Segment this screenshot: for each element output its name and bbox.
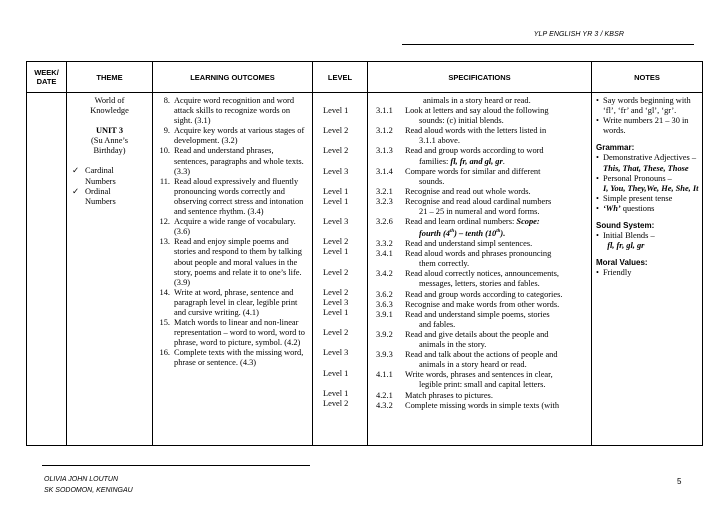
level-entry — [323, 157, 367, 167]
outcome-number: 9. — [163, 126, 170, 136]
outcome-number: 15. — [159, 318, 170, 328]
level-entry: Level 1 — [323, 186, 349, 196]
footer-author — [44, 474, 133, 496]
note-keywords: I, You, They,We, He, She, It — [603, 183, 699, 193]
level-entry: Level 1 — [323, 307, 349, 317]
spec-keywords: fourth (4th) – tenth (10th). — [419, 229, 506, 239]
school-name: SK SODOMON, KENINGAU — [44, 487, 133, 494]
topic-label: Cardinal — [85, 166, 114, 176]
topic-label: Ordinal — [85, 186, 111, 196]
level-entry — [323, 207, 367, 217]
notes-cell — [592, 93, 703, 446]
note-keywords: This, That, These, Those — [603, 163, 689, 173]
list-item — [153, 217, 309, 237]
theme-line: World of — [94, 96, 125, 105]
spec-text: Read and learn ordinal numbers: Scope: fourth (4th) – tenth (10th). — [405, 217, 591, 239]
list-item — [368, 106, 591, 126]
outcome-text: Read and understand phrases, sentences, paragraphs and whole texts. (3.3) — [174, 146, 304, 176]
note-text: Write numbers 21 – 30 in words. — [603, 116, 689, 136]
spec-text: Write words, phrases and sentences in clear, legible print: small and capital letters. — [405, 370, 553, 390]
spec-number: 3.1.4 — [376, 166, 393, 176]
spec-number: 3.4.2 — [376, 269, 393, 279]
list-item — [368, 126, 591, 146]
level-cell — [313, 93, 368, 446]
learning-outcomes-cell — [153, 93, 313, 446]
bullet-icon: • — [596, 231, 599, 241]
spec-number: 3.1.3 — [376, 146, 393, 156]
level-entry: Level 1 — [323, 368, 349, 378]
spec-text: Recognise and read out whole words. — [405, 186, 531, 196]
spec-text: Compare words for similar and different sounds. — [405, 166, 541, 186]
list-item — [368, 391, 591, 401]
list-item — [368, 350, 591, 370]
document-header-title: YLP ENGLISH YR 3 / KBSR — [533, 31, 624, 38]
header-level: LEVEL — [313, 62, 368, 93]
theme-line: Knowledge — [90, 106, 129, 116]
theme-cell — [67, 93, 153, 446]
table-row — [27, 93, 703, 446]
outcome-number: 16. — [159, 348, 170, 358]
spec-number: 4.1.1 — [376, 370, 393, 380]
list-item — [368, 401, 591, 411]
note-keywords: ‘Wh’ — [603, 203, 621, 213]
level-entry: Level 3 — [323, 297, 349, 307]
level-entry — [323, 379, 367, 389]
list-item — [72, 166, 149, 186]
spec-text: Match phrases to pictures. — [405, 390, 493, 400]
level-entry — [323, 96, 367, 106]
level-entry — [323, 136, 367, 146]
outcome-number: 11. — [159, 176, 170, 186]
note-text: questions — [620, 203, 655, 213]
spec-number: 3.6.2 — [376, 289, 393, 299]
spec-text: Read and give details about the people and animals in the story. — [405, 329, 549, 350]
list-item — [368, 146, 591, 166]
outcome-text: Acquire key words at various stages of development. (3.2) — [174, 126, 305, 146]
grammar-heading: Grammar: — [596, 143, 635, 153]
level-entry: Level 1 — [323, 247, 349, 257]
outcome-text: Write at word, phrase, sentence and paragraph level in clear, legible print and cursive writing. (4.1) — [174, 287, 298, 317]
level-entry: Level 1 — [323, 388, 349, 398]
list-item — [153, 146, 309, 176]
list-item — [153, 177, 309, 217]
spec-text: Read and group words according to categories. — [405, 289, 563, 299]
footer-rule — [42, 465, 310, 466]
week-date-label: WEEK/ DATE — [34, 68, 59, 86]
author-name: OLIVIA JOHN LOUTUN — [44, 476, 119, 483]
list-item — [153, 318, 309, 348]
topic-label: Numbers — [85, 196, 116, 206]
list-item — [596, 153, 700, 173]
list-item — [72, 187, 149, 207]
list-item — [596, 268, 700, 278]
outcome-number: 13. — [159, 237, 170, 247]
list-item — [596, 194, 700, 204]
list-item — [596, 96, 700, 116]
spec-number: 4.3.2 — [376, 400, 393, 410]
outcome-text: Read and enjoy simple poems and stories and respond to them by talking about people and moral values in the story, poems and relate it to one’s life. (3.9) — [174, 237, 302, 287]
note-text: Initial Blends – — [603, 231, 655, 241]
week-date-cell — [27, 93, 67, 446]
checkmark-icon: ✓ — [72, 166, 80, 176]
level-entry — [323, 358, 367, 368]
list-item — [368, 167, 591, 187]
spec-number: 3.2.6 — [376, 217, 393, 227]
level-entry — [323, 258, 367, 268]
list-item — [596, 204, 700, 214]
spec-number: 3.2.1 — [376, 186, 393, 196]
spec-number: 3.1.2 — [376, 126, 393, 136]
outcome-text: Complete texts with the missing word, phrase or sentence. (4.3) — [174, 348, 304, 368]
unit-label: UNIT 3 — [95, 126, 124, 136]
list-item — [596, 116, 700, 136]
bullet-icon: • — [596, 193, 599, 203]
level-entry: Level 2 — [323, 398, 349, 408]
spec-number: 3.1.1 — [376, 106, 393, 116]
theme-line: Birthday) — [93, 146, 126, 156]
header-notes: NOTES — [592, 62, 703, 93]
outcome-number: 12. — [159, 217, 170, 227]
spec-text: animals in a story heard or read. — [423, 96, 531, 105]
note-text: Say words beginning with ‘fl’, ‘fr’ and ‘gl’, ‘gr’. — [603, 96, 691, 116]
spec-text: Read and talk about the actions of people and animals in a story heard or read. — [405, 350, 558, 370]
outcome-text: Read aloud expressively and fluently pronouncing words correctly and observing correct stress and intonation and sentence rhythm. (3.4) — [174, 176, 304, 217]
list-item — [368, 217, 591, 239]
header-learning-outcomes: LEARNING OUTCOMES — [153, 62, 313, 93]
spec-text: Read and understand simple poems, stories and fables. — [405, 309, 550, 329]
outcome-number: 8. — [163, 96, 170, 105]
note-keywords: fl, fr, gl, gr — [607, 241, 645, 251]
header-week-date — [27, 62, 67, 93]
list-item — [368, 249, 591, 269]
level-entry: Level 1 — [323, 196, 349, 206]
lesson-plan-table — [26, 61, 703, 446]
spec-number: 3.3.2 — [376, 239, 393, 249]
list-item — [368, 370, 591, 390]
spec-number: 3.6.3 — [376, 299, 393, 309]
level-entry — [323, 227, 367, 237]
list-item — [153, 288, 309, 318]
table-header-row — [27, 62, 703, 93]
header-specifications: SPECIFICATIONS — [368, 62, 592, 93]
level-entry — [323, 177, 367, 187]
list-item — [368, 197, 591, 217]
spec-number: 3.4.1 — [376, 249, 393, 259]
spec-keywords: fl, fr, and gl, gr — [450, 156, 503, 166]
specifications-cell — [368, 93, 592, 446]
level-entry — [323, 278, 367, 288]
spec-text: Complete missing words in simple texts (with — [405, 400, 560, 410]
list-item — [153, 348, 309, 368]
bullet-icon: • — [596, 96, 599, 105]
spec-text: Recognise and read aloud cardinal numbers 21 – 25 in numeral and word forms. — [405, 196, 552, 217]
list-item — [153, 96, 309, 126]
level-entry: Level 2 — [323, 126, 349, 136]
outcome-number: 14. — [159, 287, 170, 297]
topic-checklist — [70, 166, 149, 206]
spec-text: Read and understand simpl sentences. — [405, 239, 533, 249]
level-entry — [323, 318, 367, 328]
spec-number: 3.9.2 — [376, 329, 393, 339]
level-entry — [323, 116, 367, 126]
header-rule — [402, 44, 694, 45]
note-text: Personal Pronouns – — [603, 173, 672, 183]
topic-label: Numbers — [85, 176, 116, 186]
spec-text: Recognise and make words from other words. — [405, 299, 560, 309]
spec-keywords: Scope: — [516, 217, 540, 227]
level-entry: Level 3 — [323, 217, 349, 227]
note-text: Simple present tense — [603, 193, 673, 203]
level-entry: Level 2 — [323, 146, 349, 156]
checkmark-icon: ✓ — [72, 186, 80, 196]
list-item — [368, 300, 591, 310]
header-theme: THEME — [67, 62, 153, 93]
spec-text: Read and group words according to word families: fl, fr, and gl, gr. — [405, 146, 544, 166]
spec-text: Read aloud words and phrases pronouncing them correctly. — [405, 249, 552, 269]
list-item — [368, 187, 591, 197]
spec-number: 3.9.1 — [376, 309, 393, 319]
list-item — [368, 239, 591, 249]
spec-number: 4.2.1 — [376, 390, 393, 400]
bullet-icon: • — [596, 203, 599, 213]
level-entry: Level 3 — [323, 348, 349, 358]
spec-number — [368, 96, 405, 106]
list-item — [368, 310, 591, 330]
outcome-text: Acquire word recognition and word attack skills to recognize words on sight. (3.1) — [174, 96, 295, 126]
moral-values-heading: Moral Values: — [596, 258, 648, 268]
outcome-text: Acquire a wide range of vocabulary. (3.6) — [174, 217, 296, 237]
spec-text: Read aloud correctly notices, announcements, messages, letters, stories and fables. — [405, 269, 559, 289]
outcome-text: Match words to linear and non-linear representation – word to word, word to phrase, word to picture, symbol. (4.2) — [174, 318, 305, 348]
list-item — [596, 174, 700, 194]
list-item — [153, 237, 309, 287]
spec-text: Read aloud words with the letters listed in 3.1.1 above. — [405, 126, 547, 146]
list-item — [368, 96, 591, 106]
level-entry — [323, 338, 367, 348]
note-text: Demonstrative Adjectives – — [603, 153, 697, 163]
bullet-icon: • — [596, 268, 599, 278]
list-item — [596, 231, 700, 251]
level-entry: Level 2 — [323, 287, 349, 297]
level-entry: Level 3 — [323, 166, 349, 176]
level-entry: Level 1 — [323, 106, 349, 116]
spec-number: 3.9.3 — [376, 350, 393, 360]
spec-text: Look at letters and say aloud the following sounds: (c) initial blends. — [405, 106, 549, 126]
spec-number: 3.2.3 — [376, 196, 393, 206]
list-item — [368, 290, 591, 300]
page-number: 5 — [677, 477, 682, 486]
bullet-icon: • — [596, 173, 599, 183]
list-item — [368, 269, 591, 289]
note-text: Friendly — [603, 268, 632, 278]
bullet-icon: • — [596, 116, 599, 126]
list-item — [368, 330, 591, 350]
outcome-number: 10. — [159, 146, 170, 156]
theme-line: (Su Anne’s — [91, 136, 128, 146]
level-entry: Level 2 — [323, 267, 349, 277]
list-item — [153, 126, 309, 146]
bullet-icon: • — [596, 153, 599, 163]
level-entry: Level 2 — [323, 237, 349, 247]
level-entry: Level 2 — [323, 328, 349, 338]
sound-system-heading: Sound System: — [596, 221, 655, 231]
